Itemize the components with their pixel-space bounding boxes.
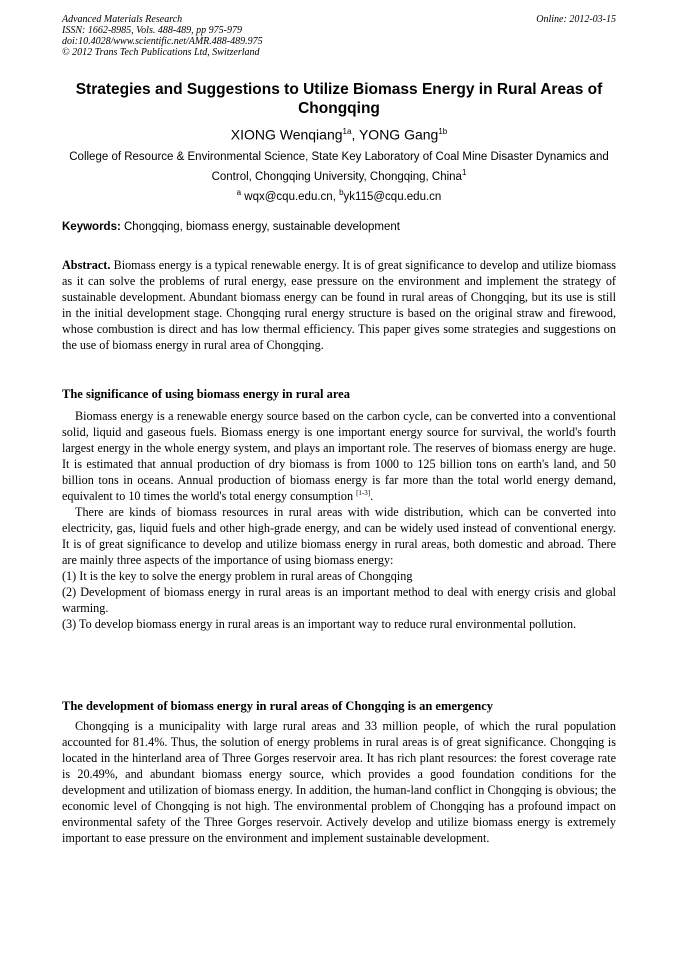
email-a-mark: a [236, 188, 242, 197]
paragraph-end: . [370, 489, 374, 503]
paragraph-text: Biomass energy is a renewable energy source based on the carbon cycle, can be converted into a conventional solid, liquid and gaseous fuels. Biomass energy is one important energy source for survival, the world's fourth largest energy in the whole energy system, and plays an important role. The reserves of biomass energy are huge. It is estimated that annual production of dry biomass is from 1000 to 125 billion tons on earth's land, and 50 billion tons in oceans. Annual production of biomass energy is far more than the total world energy demand, equivalent to 10 times the world's total energy consumption [62, 409, 616, 503]
section-2-heading: The development of biomass energy in rural areas of Chongqing is an emergency [62, 699, 494, 713]
author-emails [62, 186, 616, 204]
author-separator: , [351, 126, 359, 143]
author-2-affil-mark: 1b [438, 127, 448, 136]
email-b: yk115@cqu.edu.cn [343, 190, 442, 203]
section-2-paragraph-1: Chongqing is a municipality with large rural areas and 33 million people, of which the rural population accounted for 81.4%. Thus, the solution of energy problems in rural areas is of great significance. Chongqing is located in the hinterland area of Three Gorges reservoir area. It has rich plant resources: the forest coverage rate is 20.49%, and abundant biomass energy source, which provides a good foundation conditions for the development and utilization of biomass energy. In addition, the human-land conflict in Chongqing is obvious; the economic level of Chongqing is not high. The environmental problem of Chongqing has a profound impact on environmental safety of the Three Gorges reservoir. Actively develop and utilize biomass energy is extremely important to ease pressure on the environment and implement sustainable development. [62, 719, 616, 845]
affiliation-mark: 1 [461, 168, 467, 177]
email-b-mark: b [339, 188, 344, 197]
section-1-body [62, 408, 616, 632]
section-2-body [62, 718, 616, 846]
affiliation-text: College of Resource & Environmental Science, State Key Laboratory of Coal Mine Disaster Dynamics and Control, Chongqing University, Chongqing, China [69, 151, 609, 183]
abstract-text: Biomass energy is a typical renewable energy. It is of great significance to develop and utilize biomass as it can solve the problems of rural energy, ease pressure on the environment and implement the strategy of sustainable development. Abundant biomass energy can be found in rural areas of Chongqing, but its use is still in the initial development stage. Chongqing rural energy structure is based on the original straw and firewood, whose combustion is direct and has low thermal efficiency. This paper gives some strategies and suggestions on the use of biomass energy in rural area of Chongqing. [62, 258, 616, 352]
author-1-name: XIONG Wenqiang [230, 126, 343, 143]
author-1-affil-mark: 1a [342, 127, 352, 136]
section-1-paragraph-2: There are kinds of biomass resources in rural areas with wide distribution, which can be converted into electricity, gas, liquid fuels and other high-grade energy, and can be widely used instead of conventional energy. It is of great significance to develop and utilize biomass energy in rural areas, both domestic and abroad. There are mainly three aspects of the importance of using biomass energy: [62, 505, 616, 567]
keywords-text: Chongqing, biomass energy, sustainable development [120, 221, 400, 233]
list-item-2: (2) Development of biomass energy in rural areas is an important method to deal with energy crisis and global warming. [62, 585, 616, 615]
email-a: wqx@cqu.edu.cn, [241, 190, 340, 203]
citation: [1-3] [356, 488, 371, 497]
paper-title: Strategies and Suggestions to Utilize Biomass Energy in Rural Areas of Chongqing [75, 81, 603, 117]
keywords-label: Keywords: [62, 221, 121, 233]
abstract [62, 257, 616, 353]
issn-line: ISSN: 1662-8985, Vols. 488-489, pp 975-979 [62, 25, 242, 36]
journal-name: Advanced Materials Research [62, 14, 183, 25]
online-date: Online: 2012-03-15 [536, 14, 616, 25]
author-line [62, 123, 616, 144]
list-item-3: (3) To develop biomass energy in rural areas is an important way to reduce rural environmental pollution. [62, 617, 577, 631]
abstract-label: Abstract. [62, 258, 111, 272]
copyright-line: © 2012 Trans Tech Publications Ltd, Switzerland [62, 47, 260, 58]
affiliation [62, 150, 616, 185]
doi-line: doi:10.4028/www.scientific.net/AMR.488-489.975 [62, 36, 263, 47]
keywords [62, 220, 616, 234]
author-2-name: YONG Gang [358, 126, 439, 143]
section-1-heading: The significance of using biomass energy in rural area [62, 387, 350, 401]
journal-info [62, 14, 462, 58]
list-item-1: (1) It is the key to solve the energy problem in rural areas of Chongqing [62, 569, 413, 583]
section-1-paragraph-1 [62, 408, 616, 504]
